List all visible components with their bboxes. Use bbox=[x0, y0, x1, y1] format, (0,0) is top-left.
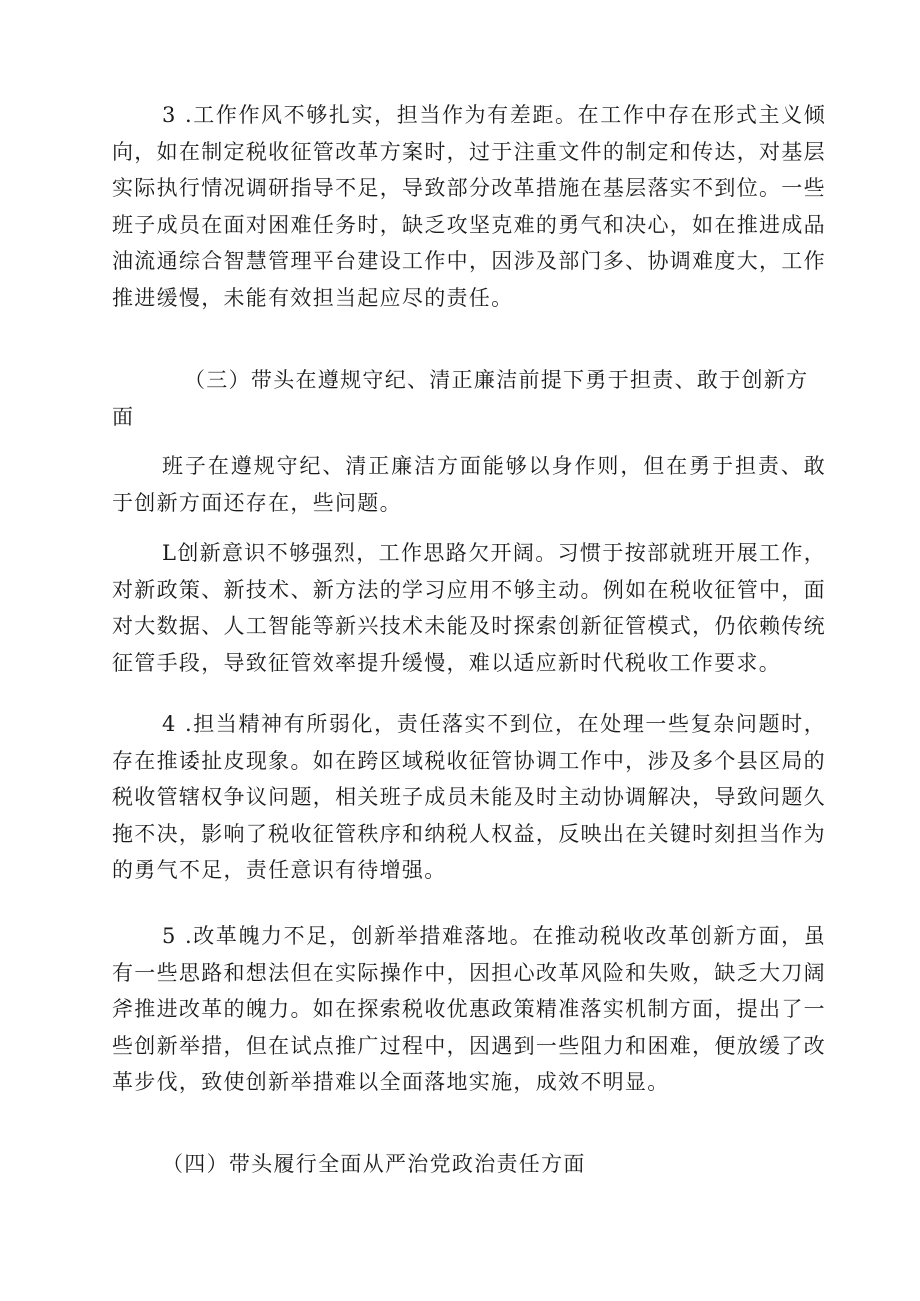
paragraph-item-3: 3 .工作作风不够扎实，担当作为有差距。在工作中存在形式主义倾向，如在制定税收征管改革方案时，过于注重文件的制定和传达，对基层实际执行情况调研指导不足，导致部分改革措施在基层落实不到位。一些班子成员在面对困难任务时，缺乏攻坚克难的勇气和决心，如在推进成品油流通综合智慧管理平台建设工作中，因涉及部门多、协调难度大，工作推进缓慢，未能有效担当起应尽的责任。 bbox=[112, 103, 826, 310]
section-heading-3: （三）带头在遵规守纪、清正廉洁前提下勇于担责、敢于创新方面 bbox=[112, 368, 809, 429]
section-heading-4: （四）带头履行全面从严治党政治责任方面 bbox=[162, 1152, 586, 1176]
paragraph-item-4: 4 .担当精神有所弱化，责任落实不到位，在处理一些复杂问题时，存在推诿扯皮现象。如在跨区域税收征管协调工作中，涉及多个县区局的税收管辖权争议问题，相关班子成员未能及时主动协调解决，导致问题久拖不决，影响了税收征管秩序和纳税人权益，反映出在关键时刻担当作为的勇气不足，责任意识有待增强。 bbox=[112, 712, 826, 883]
paragraph-item-5: 5 .改革魄力不足，创新举措难落地。在推动税收改革创新方面，虽有一些思路和想法但在实际操作中，因担心改革风险和失败，缺乏大刀阔斧推进改革的魄力。如在探索税收优惠政策精准落实机制方面，提出了一些创新举措，但在试点推广过程中，因遇到一些阻力和困难，便放缓了改革步伐，致使创新举措难以全面落地实施，成效不明显。 bbox=[112, 924, 826, 1095]
paragraph-item-1: L创新意识不够强烈，工作思路欠开阔。习惯于按部就班开展工作，对新政策、新技术、新方法的学习应用不够主动。例如在税收征管中，面对大数据、人工智能等新兴技术未能及时探索创新征管模式，仍依赖传统征管手段，导致征管效率提升缓慢，难以适应新时代税收工作要求。 bbox=[112, 541, 826, 675]
paragraph-intro: 班子在遵规守纪、清正廉洁方面能够以身作则，但在勇于担责、敢于创新方面还存在，些问题。 bbox=[112, 454, 826, 515]
